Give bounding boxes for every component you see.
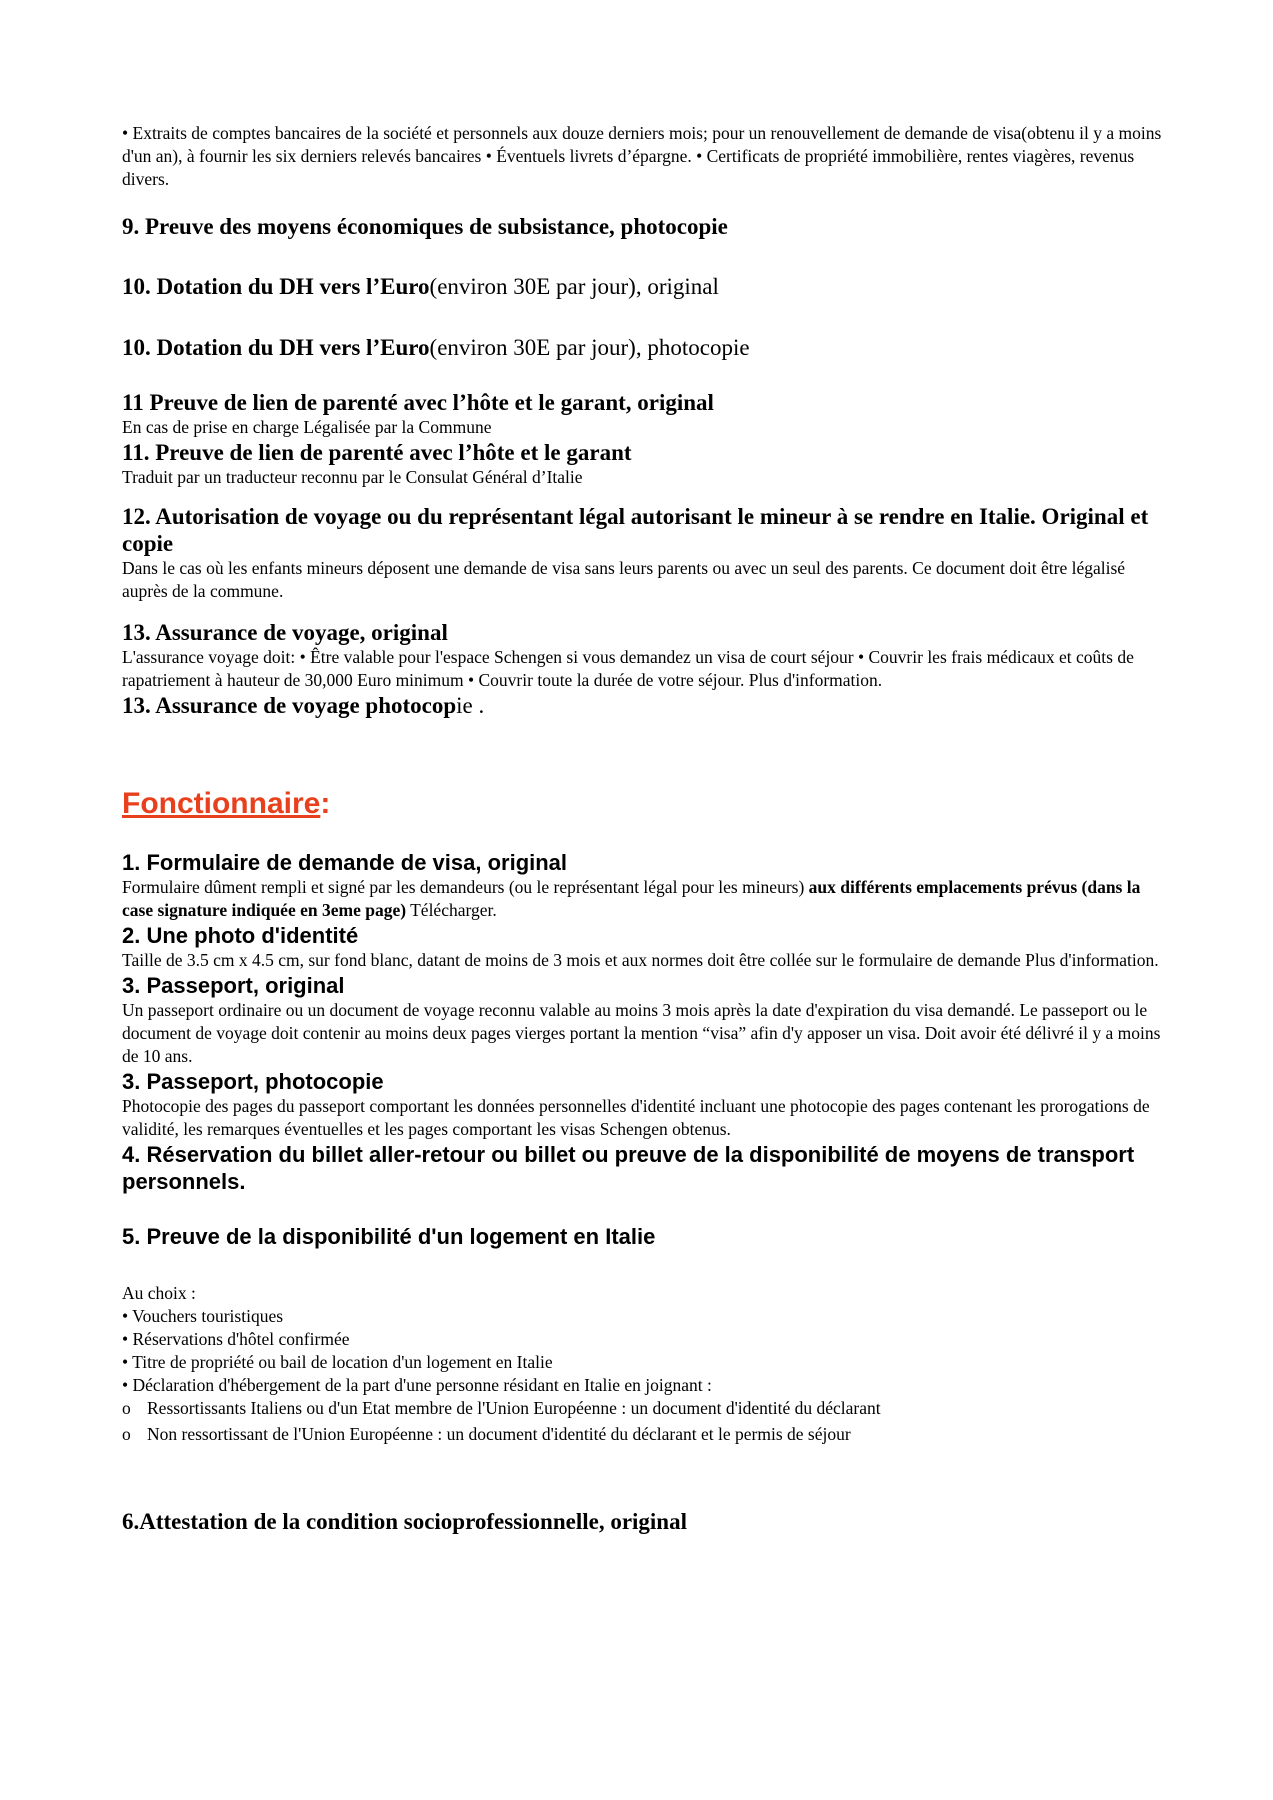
item-10-photocopy-title [122, 334, 1162, 361]
sub-item-text: Ressortissants Italiens ou d'un Etat membre de l'Union Européenne : un document d'identité du déclarant [147, 1398, 881, 1418]
section-title: Fonctionnaire [122, 787, 321, 820]
choices-intro: Au choix : [122, 1283, 196, 1303]
fonct-item-3-photocopy-title: 3. Passeport, photocopie [122, 1069, 384, 1094]
fonct-item-3-original-desc: Un passeport ordinaire ou un document de voyage reconnu valable au moins 3 mois après la date d'expiration du visa demandé. Le passeport ou le document de voyage doit contenir au moins deux pages vierges portant la mention “visa” afin d'y apposer un visa. Doit avoir été délivré il y a moins de 10 ans. [122, 1000, 1161, 1066]
item-10-photocopy-suffix: (environ 30E par jour), photocopie [429, 335, 750, 360]
fonct-item-1-title: 1. Formulaire de demande de visa, original [122, 850, 568, 875]
fonct-item-1-desc-end: Télécharger. [406, 900, 497, 920]
item-6-title: 6.Attestation de la condition socioprofessionnelle, original [122, 1509, 687, 1534]
item-10-photocopy-bold: 10. Dotation du DH vers l’Euro [122, 335, 430, 360]
item-13-photocopy-title [122, 692, 1162, 719]
item-13-photocopy-suffix: ie . [456, 693, 485, 718]
fonct-item-4-title: 4. Réservation du billet aller-retour ou billet ou preuve de la disponibilité de moyens de transport personnels. [122, 1142, 1135, 1194]
item-12-title: 12. Autorisation de voyage ou du représentant légal autorisant le mineur à se rendre en Italie. Original et copie [122, 504, 1149, 556]
fonct-item-1-desc [122, 876, 1162, 922]
page-content [122, 122, 1162, 1535]
choice-bullet-hotel: • Réservations d'hôtel confirmée [122, 1329, 350, 1349]
item-10-original-bold: 10. Dotation du DH vers l’Euro [122, 274, 430, 299]
item-13-original-title: 13. Assurance de voyage, original [122, 620, 448, 645]
fonct-item-1-desc-bold: aux différents emplacements prévus (dans la case signature indiquée en 3eme page) [122, 877, 1141, 920]
item-10-original-title [122, 273, 1162, 300]
sub-item-non-eu [122, 1423, 1162, 1446]
item-10-original-suffix: (environ 30E par jour), original [429, 274, 719, 299]
sub-item-marker: o [122, 1424, 131, 1444]
item-9-title: 9. Preuve des moyens économiques de subsistance, photocopie [122, 214, 728, 239]
item-13-photocopy-bold: 13. Assurance de voyage photocop [122, 693, 457, 718]
fonct-item-2-desc: Taille de 3.5 cm x 4.5 cm, sur fond blanc, datant de moins de 3 mois et aux normes doit être collée sur le formulaire de demande Plus d'information. [122, 950, 1159, 970]
fonct-item-3-photocopy-desc: Photocopie des pages du passeport comportant les données personnelles d'identité incluant une photocopie des pages contenant les prorogations de validité, les remarques éventuelles et les pages comportant les visas Schengen obtenus. [122, 1096, 1150, 1139]
section-colon: : [320, 787, 331, 820]
item-11-original-title: 11 Preuve de lien de parenté avec l’hôte et le garant, original [122, 390, 714, 415]
item-11-original-desc: En cas de prise en charge Légalisée par la Commune [122, 417, 492, 437]
item-11-second-desc: Traduit par un traducteur reconnu par le Consulat Général d’Italie [122, 467, 583, 487]
choice-bullet-vouchers: • Vouchers touristiques [122, 1306, 284, 1326]
sub-item-text: Non ressortissant de l'Union Européenne : un document d'identité du déclarant et le permis de séjour [147, 1424, 851, 1444]
sub-item-eu [122, 1397, 1162, 1420]
item-12-desc: Dans le cas où les enfants mineurs déposent une demande de visa sans leurs parents ou avec un seul des parents. Ce document doit être légalisé auprès de la commune. [122, 558, 1126, 601]
fonct-item-5-title: 5. Preuve de la disponibilité d'un logement en Italie [122, 1224, 656, 1249]
section-heading [122, 787, 1162, 821]
fonct-item-1-desc-text: Formulaire dûment rempli et signé par les demandeurs (ou le représentant légal pour les mineurs) [122, 877, 809, 897]
fonct-item-3-original-title: 3. Passeport, original [122, 973, 345, 998]
item-13-original-desc: L'assurance voyage doit: • Être valable pour l'espace Schengen si vous demandez un visa de court séjour • Couvrir les frais médicaux et coûts de rapatriement à hauteur de 30,000 Euro minimum • Couvrir toute la durée de votre séjour. Plus d'information. [122, 647, 1134, 690]
item-11-second-title: 11. Preuve de lien de parenté avec l’hôte et le garant [122, 440, 632, 465]
choice-bullet-property: • Titre de propriété ou bail de location d'un logement en Italie [122, 1352, 553, 1372]
fonct-item-2-title: 2. Une photo d'identité [122, 923, 359, 948]
intro-paragraph: • Extraits de comptes bancaires de la société et personnels aux douze derniers mois; pour un renouvellement de demande de visa(obtenu il y a moins d'un an), à fournir les six derniers relevés bancaires • Éventuels livrets d’épargne. • Certificats de propriété immobilière, rentes viagères, revenus divers. [122, 123, 1162, 189]
choice-bullet-declaration: • Déclaration d'hébergement de la part d'une personne résidant en Italie en joignant : [122, 1375, 712, 1395]
sub-item-marker: o [122, 1398, 131, 1418]
